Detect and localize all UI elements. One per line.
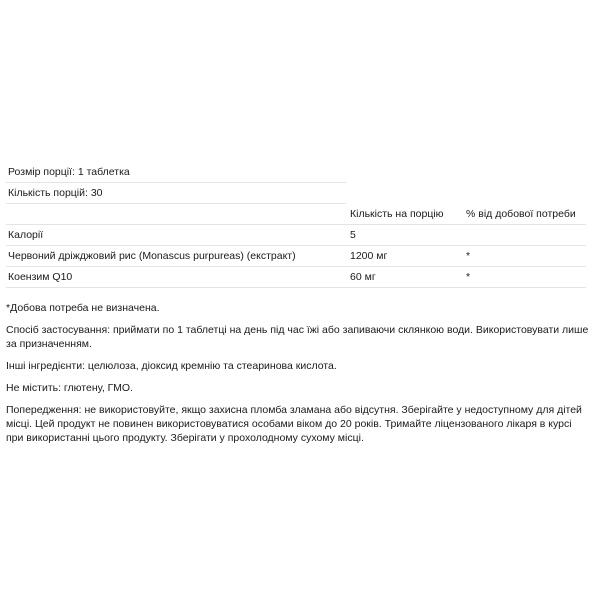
- ingredient-amount: 60 мг: [350, 271, 376, 283]
- daily-value-header: % від добової потреби: [466, 208, 576, 220]
- servings-count-row: [6, 183, 586, 204]
- facts-header-row: [6, 204, 586, 225]
- divider: [6, 287, 586, 288]
- servings-count: Кількість порцій: 30: [8, 187, 103, 199]
- usage-instructions: Спосіб застосування: приймати по 1 таблетці на день під час їжі або запиваючи склянкою води. Використовувати лише за призначенням.: [6, 324, 589, 350]
- facts-row-calories: [6, 225, 586, 246]
- daily-value-footnote: *Добова потреба не визначена.: [6, 302, 160, 314]
- serving-size-row: [6, 162, 586, 183]
- amount-header: Кількість на порцію: [350, 208, 444, 220]
- ingredient-amount: 1200 мг: [350, 250, 388, 262]
- serving-size: Розмір порції: 1 таблетка: [8, 166, 130, 178]
- other-ingredients: Інші інгредієнти: целюлоза, діоксид кремнію та стеаринова кислота.: [6, 360, 337, 372]
- ingredient-daily-value: *: [466, 271, 471, 283]
- free-of-statement: Не містить: глютену, ГМО.: [6, 382, 133, 394]
- ingredient-amount: 5: [350, 229, 356, 241]
- facts-row-red-yeast-rice: [6, 246, 586, 267]
- facts-row-coq10: [6, 267, 586, 288]
- ingredient-name: Калорії: [8, 229, 44, 241]
- ingredient-name: Коензим Q10: [8, 271, 73, 283]
- ingredient-name: Червоний дріжджовий рис (Monascus purpureas) (екстракт): [8, 250, 296, 262]
- supplement-facts-table: [6, 162, 586, 288]
- ingredient-daily-value: *: [466, 250, 471, 262]
- product-notes: [6, 301, 591, 453]
- warning-text: Попередження: не використовуйте, якщо захисна пломба зламана або відсутня. Зберігайте у недоступному для дітей місці. Цей продукт не повинен використовуватися особами віком до 20 років. Тримайте ліцензованого лікаря в курсі при використанні цього продукту. Зберігати у прохолодному сухому місці.: [6, 404, 582, 444]
